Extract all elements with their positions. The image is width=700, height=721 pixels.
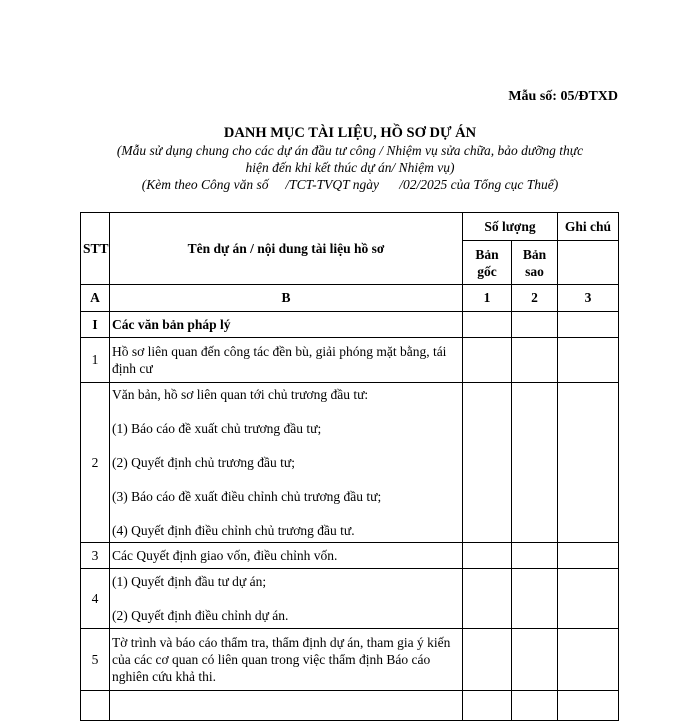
row-stt: 4 (81, 569, 110, 629)
table-row (81, 383, 619, 543)
cell-empty (512, 383, 558, 543)
code-a: A (81, 285, 110, 312)
row-line: (3) Báo cáo đề xuất điều chỉnh chủ trương đầu tư; (112, 489, 382, 504)
row-stt: 3 (81, 543, 110, 569)
form-number: Mẫu số: 05/ĐTXD (508, 89, 618, 104)
document-list-table (80, 212, 619, 721)
row-stt: 1 (81, 338, 110, 383)
section-label: Các văn bản pháp lý (110, 312, 463, 338)
row-stt: 5 (81, 629, 110, 691)
header-row-1 (81, 213, 619, 241)
row-content (110, 569, 463, 629)
cell-empty (512, 543, 558, 569)
row-line: (2) Quyết định điều chỉnh dự án. (112, 608, 289, 623)
table-row (81, 543, 619, 569)
section-stt: I (81, 312, 110, 338)
original-header: Bản gốc (463, 241, 512, 285)
row-line: Văn bản, hồ sơ liên quan tới chủ trương đầu tư: (112, 387, 369, 402)
cell-empty (558, 691, 619, 721)
code-row (81, 285, 619, 312)
cell-empty (512, 629, 558, 691)
cell-empty (463, 691, 512, 721)
cell-empty (558, 312, 619, 338)
cell-empty (558, 543, 619, 569)
row-content (110, 383, 463, 543)
code-b: B (110, 285, 463, 312)
cell-empty (512, 312, 558, 338)
note-header-empty (558, 241, 619, 285)
cell-empty (558, 569, 619, 629)
row-content: Các Quyết định giao vốn, điều chỉnh vốn. (110, 543, 463, 569)
row-stt: 2 (81, 383, 110, 543)
code-3: 3 (558, 285, 619, 312)
cell-empty (463, 629, 512, 691)
row-line: (1) Quyết định đầu tư dự án; (112, 574, 267, 589)
subtitle-line-3: (Kèm theo Công văn số /TCT-TVQT ngày /02/2025 của Tổng cục Thuế) (141, 177, 559, 192)
cell-empty (463, 569, 512, 629)
content-header: Tên dự án / nội dung tài liệu hồ sơ (110, 213, 463, 285)
table-row-partial (81, 691, 619, 721)
row-line: (1) Báo cáo đề xuất chủ trương đầu tư; (112, 421, 322, 436)
cell-empty (512, 569, 558, 629)
cell-empty (558, 383, 619, 543)
cell-empty (463, 543, 512, 569)
row-line: (2) Quyết định chủ trương đầu tư; (112, 455, 295, 470)
cell-empty (463, 338, 512, 383)
cell-empty (463, 383, 512, 543)
cell-empty (558, 629, 619, 691)
title-block (80, 124, 620, 193)
cell-empty (110, 691, 463, 721)
table-row (81, 629, 619, 691)
section-row (81, 312, 619, 338)
cell-empty (558, 338, 619, 383)
quantity-header: Số lượng (463, 213, 558, 241)
document-title: DANH MỤC TÀI LIỆU, HỒ SƠ DỰ ÁN (223, 125, 477, 141)
table-row (81, 569, 619, 629)
cell-empty (512, 338, 558, 383)
cell-empty (81, 691, 110, 721)
row-content: Tờ trình và báo cáo thẩm tra, thẩm định dự án, tham gia ý kiến của các cơ quan có liên quan trong việc thẩm định Báo cáo nghiên cứu khả thi. (110, 629, 463, 691)
cell-empty (512, 691, 558, 721)
code-1: 1 (463, 285, 512, 312)
stt-header: STT (81, 213, 110, 285)
subtitle-line-1: (Mẫu sử dụng chung cho các dự án đầu tư công / Nhiệm vụ sửa chữa, bảo dưỡng thực (116, 143, 584, 158)
table-row (81, 338, 619, 383)
code-2: 2 (512, 285, 558, 312)
note-header: Ghi chú (558, 213, 619, 241)
row-line: (4) Quyết định điều chỉnh chủ trương đầu tư. (112, 523, 355, 538)
subtitle-line-2: hiện đến khi kết thúc dự án/ Nhiệm vụ) (245, 160, 455, 175)
copy-header: Bản sao (512, 241, 558, 285)
cell-empty (463, 312, 512, 338)
row-content: Hồ sơ liên quan đến công tác đền bù, giải phóng mặt bằng, tái định cư (110, 338, 463, 383)
